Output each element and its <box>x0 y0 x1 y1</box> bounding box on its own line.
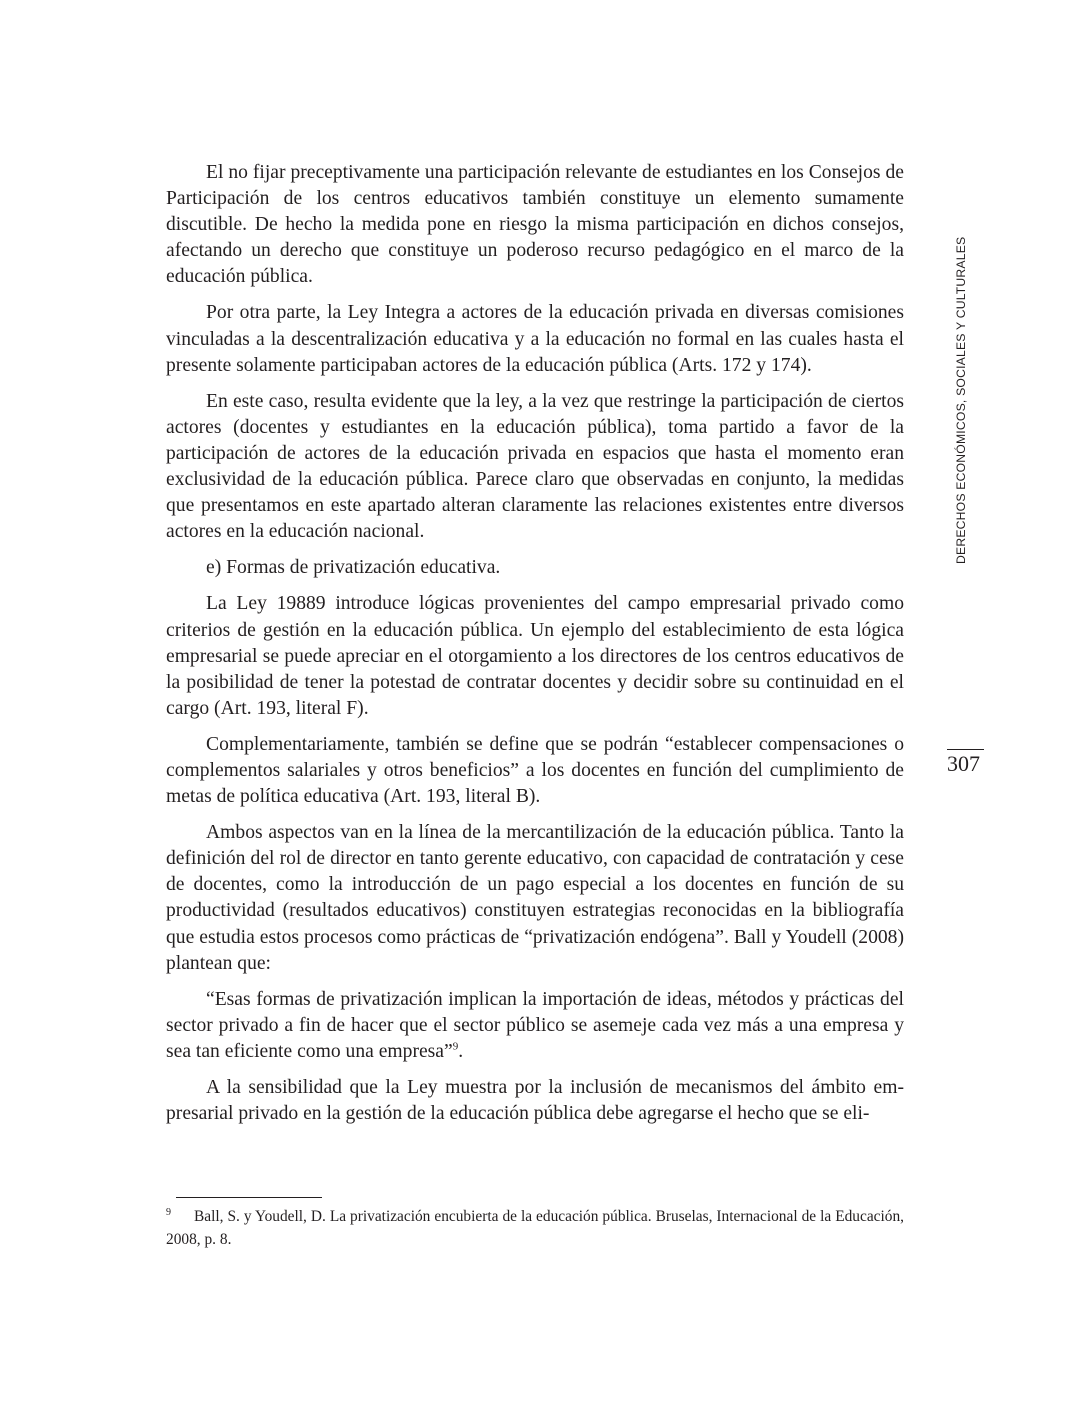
paragraph-este-caso: En este caso, resulta evidente que la ley, a la vez que restringe la participación de ciertos actores (docentes y estudiantes en la educación pública), toma partido a favor de la participación de actores de la educación privada en espacios que hasta el momento eran exclusividad de la educación pública. Parece claro que observadas en conjunto, la medidas que presentamos en este apartado alteran claramente las relaciones existentes entre diversos actores en la educación nacional. <box>166 390 904 543</box>
section-heading-privatizacion: e) Formas de privatización educativa. <box>206 557 501 579</box>
footnote-reference[interactable]: 9 <box>452 1040 459 1053</box>
paragraph-consejos: El no fijar preceptivamente una participación relevante de estudiantes en los Consejos de Participación de los centros educativos también constituye un elemento sumamente discutible. De hecho la medida pone en riesgo la misma participación en dichos consejos, afectando un derecho que constituye un poderoso recurso pedagógico en el marco de la educación pública. <box>166 162 904 288</box>
footnote-text: Ball, S. y Youdell, D. La privatización encubierta de la educación pública. Bruselas, Internacional de la Educación, 2008, p. 8. <box>166 1208 904 1248</box>
page-number: 307 <box>947 751 980 776</box>
quote-text: “Esas formas de privatización implican la importación de ideas, métodos y prácticas del sector privado a fin de hacer que el sector público se asemeje cada vez más a una empresa y sea tan eficiente como una empresa” <box>166 988 904 1062</box>
page-number-rule <box>947 749 984 750</box>
quote-paragraph <box>166 987 904 1065</box>
paragraph-otra-parte: Por otra parte, la Ley Integra a actores de la educación privada en diversas comisiones vinculadas a la descentralización educativa y a la educación no formal en las cuales hasta el presente solamente participaban actores de la educación pública (Arts. 172 y 174). <box>166 302 904 376</box>
body-text <box>166 160 904 1137</box>
paragraph-ambos-aspectos: Ambos aspectos van en la línea de la mercantilización de la educación pública. Tanto la definición del rol de director en tanto gerente educativo, con capacidad de contratación y cese de docentes, como la introducción de un pago especial a los docentes en función de su productividad (resultados educativos) constituyen estrategias reconocidas en la bibliografía que estudia estos procesos como prácticas de “privatización endógena”. Ball y Youdell (2008) plantean que: <box>166 822 904 974</box>
paragraph-complementariamente: Complementariamente, también se define que se podrán “establecer compensaciones o complementos salariales y otros beneficios” a los docentes en función del cumplimiento de metas de política educativa (Art. 193, literal B). <box>166 733 904 808</box>
paragraph-ley-19889: La Ley 19889 introduce lógicas provenientes del campo empresarial privado como criterios de gestión en la educación pública. Un ejemplo del establecimiento de esta lógica empresarial se puede apreciar en el otorgamiento a los directores de los centros educativos de la posibilidad de tener la potestad de contratar docentes y decidir sobre su continuidad en el cargo (Art. 193, literal F). <box>166 593 904 719</box>
quote-end: . <box>458 1040 464 1062</box>
footnote: 9 Ball, S. y Youdell, D. La privatización encubierta de la educación pública. Bruselas, Internacional de la Educación, 2008, p. 8. <box>166 1206 904 1248</box>
paragraph-sensibilidad: A la sensibilidad que la Ley muestra por la inclusión de mecanismos del ámbito empresarial privado en la gestión de la educación pública debe agregarse el hecho que se eli- <box>166 1077 904 1125</box>
running-section-title: DERECHOS ECONÓMICOS, SOCIALES Y CULTURALES <box>954 236 968 564</box>
footnote-divider <box>176 1197 322 1198</box>
